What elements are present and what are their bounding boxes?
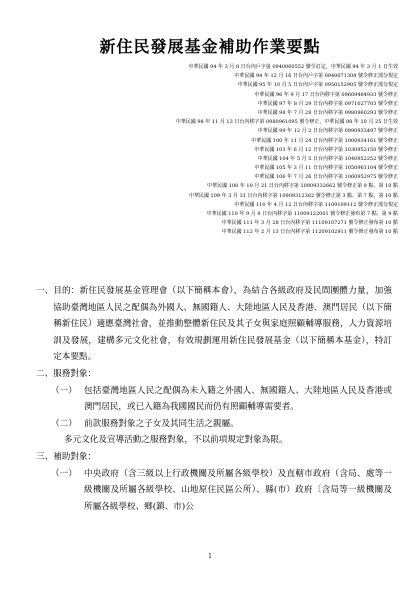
history-line: 中華民國 100 年 11 月 24 日台內移字第 1000934161 號令修正: [251, 137, 398, 144]
history-line: 中華民國 109 年 3 月 31 日台內移字第 10909312382 號令修正第 3 點、第 7 點、第 10 點: [188, 192, 398, 199]
section-subsidy-targets: [36, 449, 392, 515]
document-title: 新住民發展基金補助作業要點: [99, 37, 321, 56]
history-line: 中華民國 98 年 11 月 13 日台內移字第 0980961095 號令修正，中華民國 98 年 10 月 25 日生效: [175, 119, 398, 126]
history-line: 中華民國 95 年 10 月 5 日台內戶字第 0950152905 號令修正部分規定: [237, 82, 398, 89]
section-paragraph: 多元文化及宣導活動之服務對象，不以前項規定對象為限。: [64, 435, 288, 446]
section-purpose: [36, 283, 392, 366]
history-line: 中華民國 104 年 5 月 5 日台內移字第 1040952252 號令修正: [257, 155, 398, 162]
section-heading-row: [36, 449, 392, 466]
subsection-text: 前款服務對象之子女及其同生活之親屬。: [84, 418, 239, 429]
subsection-item: [51, 466, 392, 516]
section-heading: 服務對象：: [53, 368, 97, 379]
subsection-item: [51, 383, 392, 416]
section-heading-row: [36, 366, 392, 383]
history-line: 中華民國 110 年 4 月 12 日台內移字第 1109109112 號令修正部分規定: [234, 201, 398, 208]
history-line: 中華民國 103 年 6 月 12 日台內移字第 1030952150 號令修正: [254, 146, 398, 153]
page-number: 1: [208, 553, 212, 560]
section-number: 三、: [36, 451, 54, 462]
section-heading: 補助對象：: [53, 451, 97, 462]
history-line: 中華民國 94 年 3 月 8 日台內戶字第 0940060552 號令訂定，中華民國 94 年 3 月 1 日生效: [188, 64, 398, 70]
history-line: 中華民國 108 年 10 月 21 日台內移字第 10809332662 號令修正第 9 點、第 10 點: [207, 183, 398, 190]
document-body: [36, 283, 392, 515]
history-line: 中華民國 97 年 8 月 29 日台內移字第 0971027703 號令修正: [257, 100, 398, 107]
subsection-number: （一）: [51, 468, 77, 479]
history-line: 中華民國 94 年 12 月 16 日台內戶字第 0940071308 號令修正部分規定: [234, 73, 398, 80]
subsection-item: [51, 416, 392, 433]
section-text: 目的：新住民發展基金管理會（以下簡稱本會），為結合各級政府及民間團體力量，加強協助臺灣地區人民之配偶為外國人、無國籍人、大陸地區人民及香港、澳門居民（以下簡稱新住民）適應臺灣社會，並推動整體新住民及其子女與家庭照顧輔導服務，人力資源培訓及發展，建構多元文化社會，有效規劃運用新住民發展基金（以下簡稱本基金），特訂定本要點。: [53, 286, 392, 363]
subsection-number: （一）: [51, 385, 77, 396]
section-number: 二、: [36, 368, 54, 379]
section-number: 一、: [36, 286, 54, 296]
history-line: 中華民國 110 年 9 月 8 日台內移字第 11009122001 號令修正發布第 7 點、第 9 點: [206, 211, 398, 217]
history-line: 中華民國 111 年 3 月 28 日台內移字第 11109107271 號令修正發布第 10 點: [221, 220, 398, 227]
history-line: 中華民國 112 年 2 月 13 日台內移字第 11209102911 號令修正發布第 10 點: [221, 229, 398, 236]
section-service-targets: [36, 366, 392, 449]
history-line: 中華民國 98 年 7 月 28 日台內移字第 0980960293 號令修正: [257, 109, 398, 116]
subsection-text: 中央政府（含三級以上行政機關及所屬各級學校）及直轄市政府（含局、處等一級機關及所屬各級學校、山地原住民區公所）、縣(市）政府〔含局等一級機關及所屬各級學校、鄉(鎮、市)公: [84, 468, 392, 512]
amendment-history: [20, 63, 398, 238]
subsection-text: 包括臺灣地區人民之配偶為未入籍之外國人、無國籍人、大陸地區人民及香港或澳門居民，或已入籍為我國國民而仍有照顧輔導需要者。: [84, 385, 392, 413]
history-line: 中華民國 106 年 7 月 26 日台內移字第 1060952975 號令修正: [254, 174, 398, 181]
history-line: 中華民國 96 年 9 月 17 日台內移字第 09609464933 號令修正: [254, 91, 398, 98]
history-line: 中華民國 99 年 12 月 2 日台內移字第 0990933497 號令修正: [257, 128, 398, 135]
history-line: 中華民國 105 年 3 月 11 日台內移字第 1050961104 號令修正: [254, 165, 398, 172]
subsection-number: （二）: [51, 418, 77, 429]
